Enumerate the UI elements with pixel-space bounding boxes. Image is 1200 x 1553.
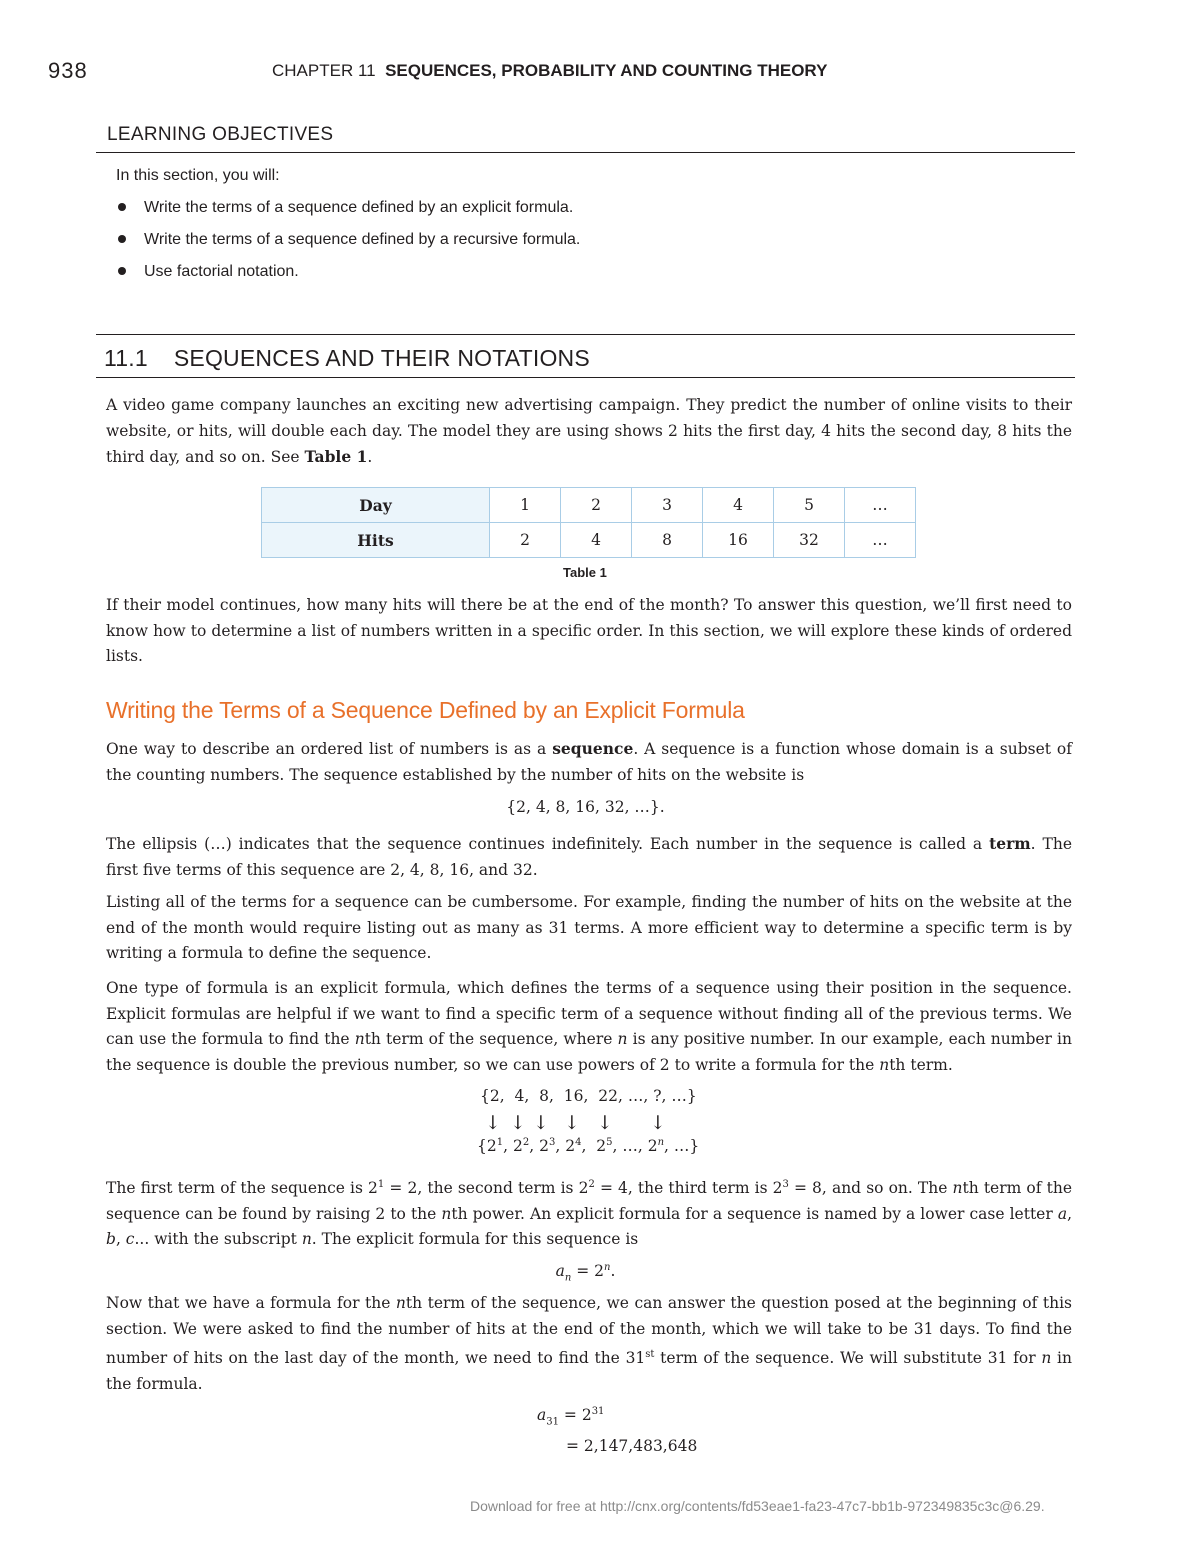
- formula-a31: $a_{31} = 2^{31}$: [537, 1406, 605, 1428]
- table-cell: 16: [703, 523, 774, 558]
- bullet-icon: [118, 203, 126, 211]
- paragraph: The ellipsis (…) indicates that the sequence continues indefinitely. Each number in the sequence is called a term. The first five terms of this sequence are 2, 4, 8, 16, and 32.: [106, 834, 1072, 879]
- intro-paragraph: A video game company launches an exciting new advertising campaign. They predict the number of online visits to their website, or hits, will double each day. The model they are using shows 2 hits the first day, 4 hits the second day, 8 hits the third day, and so on. See Table 1.: [106, 396, 1072, 466]
- download-footer-link[interactable]: Download for free at http://cnx.org/contents/fd53eae1-fa23-47c7-bb1b-972349835c3c@6.29.: [470, 1498, 1045, 1514]
- paragraph: The first term of the sequence is $2^1 = 2$, the second term is $2^2 = 4$, the third term is $2^3 = 8$, and so on. The nth term of the sequence can be found by raising 2 to the nth power. An explicit formula for a sequence is named by a lower case letter a, b, c... with the subscript n. The explicit formula for this sequence is: [106, 1179, 1073, 1249]
- section-heading: SEQUENCES AND THEIR NOTATIONS: [173, 345, 590, 371]
- down-arrow-icon: ↓: [485, 1112, 501, 1134]
- divider: [96, 152, 1075, 153]
- chapter-label: CHAPTER 11: [272, 61, 376, 80]
- objective-item: Use factorial notation.: [118, 263, 299, 281]
- table-cell: 8: [632, 523, 703, 558]
- formula-result: = 2,147,483,648: [566, 1437, 698, 1455]
- divider: [96, 377, 1075, 378]
- table-cell: 4: [561, 523, 632, 558]
- sequence-display: {2, 4, 8, 16, 32, …}.: [506, 798, 665, 816]
- table-cell: 3: [632, 488, 703, 523]
- table-cell: 1: [490, 488, 561, 523]
- table-cell: 32: [774, 523, 845, 558]
- table-reference[interactable]: Table 1: [304, 447, 368, 466]
- section-title: [104, 345, 590, 372]
- table-cell: …: [845, 523, 916, 558]
- down-arrow-icon: ↓: [533, 1112, 549, 1134]
- paragraph: One type of formula is an explicit formula, which defines the terms of a sequence using their position in the sequence. Explicit formulas are helpful if we want to find a specific term of a sequence without finding all of the previous terms. We can use the formula to find the nth term of the sequence, where n is any positive number. In our example, each number in the sequence is double the previous number, so we can use powers of 2 to write a formula for the nth term.: [106, 979, 1073, 1074]
- table-row: [262, 523, 916, 558]
- table-row: [262, 488, 916, 523]
- subsection-heading: Writing the Terms of a Sequence Defined by an Explicit Formula: [106, 697, 745, 723]
- table-header-cell: Hits: [262, 523, 490, 558]
- sequence-top-row: {2, 4, 8, 16, 22, …, ?, …}: [480, 1087, 697, 1105]
- objective-item: Write the terms of a sequence defined by an explicit formula.: [118, 199, 573, 217]
- bullet-icon: [118, 267, 126, 275]
- table-caption: Table 1: [563, 565, 607, 580]
- table-header-cell: Day: [262, 488, 490, 523]
- section-number: 11.1: [104, 345, 148, 371]
- chapter-header: [272, 61, 827, 81]
- bullet-icon: [118, 235, 126, 243]
- down-arrow-icon: ↓: [564, 1112, 580, 1134]
- table-cell: 4: [703, 488, 774, 523]
- explicit-formula: $a_n = 2^n$.: [555, 1262, 616, 1284]
- learning-objectives-title: LEARNING OBJECTIVES: [107, 124, 334, 145]
- hits-table: [261, 487, 916, 558]
- down-arrow-icon: ↓: [510, 1112, 526, 1134]
- divider: [96, 334, 1075, 335]
- chapter-title: SEQUENCES, PROBABILITY AND COUNTING THEORY: [385, 61, 828, 80]
- table-cell: 2: [490, 523, 561, 558]
- objective-item: Write the terms of a sequence defined by a recursive formula.: [118, 231, 580, 249]
- paragraph: Listing all of the terms for a sequence can be cumbersome. For example, finding the number of hits on the website at the end of the month would require listing out as many as 31 terms. A more efficient way to determine a specific term is by writing a formula to define the sequence.: [106, 893, 1072, 962]
- paragraph: Now that we have a formula for the nth term of the sequence, we can answer the question posed at the beginning of this section. We were asked to find the number of hits at the end of the month, which we will take to be 31 days. To find the number of hits on the last day of the month, we need to find the 31st term of the sequence. We will substitute 31 for n in the formula.: [106, 1294, 1072, 1393]
- down-arrow-icon: ↓: [597, 1112, 613, 1134]
- paragraph: One way to describe an ordered list of numbers is as a sequence. A sequence is a function whose domain is a subset of the counting numbers. The sequence established by the number of hits on the website is: [106, 739, 1072, 784]
- objectives-intro: In this section, you will:: [116, 167, 280, 184]
- table-cell: 2: [561, 488, 632, 523]
- table-cell: …: [845, 488, 916, 523]
- page-number: 938: [48, 58, 88, 83]
- question-paragraph: If their model continues, how many hits will there be at the end of the month? To answer this question, we’ll first need to know how to determine a list of numbers written in a specific order. In this section, we will explore these kinds of ordered lists.: [106, 596, 1072, 665]
- sequence-powers-row: {$2^1$, $2^2$, $2^3$, $2^4$, $2^5$, …, 2$^n$, …}: [477, 1137, 700, 1156]
- down-arrow-icon: ↓: [650, 1112, 666, 1134]
- table-cell: 5: [774, 488, 845, 523]
